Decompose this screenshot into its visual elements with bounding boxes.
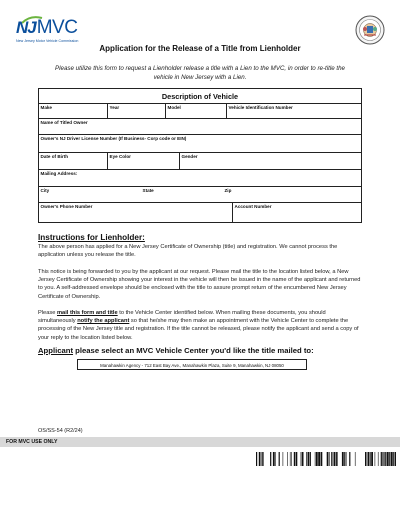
logo-mvc: MVC: [36, 17, 78, 38]
vehicle-center-select[interactable]: Manahawkin Agency - 712 East Bay Ave., Manahawkin Plaza, Suite 9, Manahawkin, NJ 08050: [77, 359, 307, 370]
state-field[interactable]: State: [142, 188, 154, 193]
select-center-label: [38, 346, 314, 355]
vin-field[interactable]: Vehicle Identification Number: [226, 104, 361, 118]
barcode-icon: [256, 452, 396, 466]
vehicle-row-phone: [39, 203, 361, 222]
p3-part-c: to the Vehicle Center identified below. When mailing these documents, you should simultaneously: [38, 310, 326, 325]
p3-part-e: so that he/she may then make an appointment with the Vehicle Center to complete the processing of the New Jersey title and registration. If the title cannot be released, please notify the applicant and send a copy of your reply to the location listed below.: [38, 318, 359, 341]
applicant-label: Applicant: [38, 346, 74, 355]
form-code: OS/SS-54 (R2/24): [38, 428, 83, 434]
zip-field[interactable]: Zip: [224, 188, 232, 193]
notify-applicant-emphasis: notify the applicant: [77, 318, 130, 325]
state-seal-icon: [355, 15, 385, 45]
instructions-paragraph-2: This notice is being forwarded to you by the applicant at our request. Please mail the title to the location listed below, a New Jersey Certificate of Ownership showing your interest in the vehicle will then be issued in the name of the applicant and returned to you. A self-addressed envelope should be enclosed with the title to assure prompt return of the encumbered New Jersey Certificate of Ownership.: [38, 269, 361, 300]
mailing-address-field[interactable]: Mailing Address:: [40, 171, 78, 176]
model-field[interactable]: Model: [165, 104, 226, 118]
vehicle-table-heading: Description of Vehicle: [39, 89, 361, 104]
titled-owner-field[interactable]: Name of Titled Owner: [40, 120, 88, 125]
vehicle-row-license: [39, 135, 361, 153]
logo-nj: NJ: [16, 18, 36, 37]
instructions-paragraph-1: The above person has applied for a New Jersey Certificate of Ownership (title) and registration. We cannot process the application unless you release the title.: [38, 244, 338, 259]
select-center-text: please select an MVC Vehicle Center you'd like the title mailed to:: [73, 346, 314, 355]
city-field[interactable]: City: [40, 188, 50, 193]
eye-color-field[interactable]: Eye Color: [107, 153, 179, 169]
vehicle-row-make: [39, 104, 361, 119]
gender-field[interactable]: Gender: [179, 153, 361, 169]
vehicle-row-city: [39, 187, 361, 203]
vehicle-row-dob: [39, 153, 361, 170]
account-number-field[interactable]: Account Number: [232, 203, 361, 222]
vehicle-description-table: [38, 88, 362, 223]
vehicle-row-owner: [39, 119, 361, 135]
logo-subtitle: New Jersey Motor Vehicle Commission: [16, 39, 79, 43]
p3-part-a: Please: [38, 310, 57, 316]
dob-field[interactable]: Date of Birth: [40, 154, 69, 159]
mail-form-emphasis: mail this form and title: [56, 310, 118, 316]
vehicle-row-address: [39, 170, 361, 187]
intro-line-2: vehicle in New Jersey with a Lien.: [153, 74, 247, 81]
instructions-title: Instructions for Lienholder:: [38, 233, 145, 242]
instructions-paragraph-3: [38, 309, 362, 342]
intro-text: [40, 64, 360, 82]
make-field[interactable]: Make: [40, 105, 52, 110]
intro-line-1: Please utilize this form to request a Lienholder release a title with a Lien to the MVC, in order to re-title the: [55, 65, 345, 72]
page-title: Application for the Release of a Title from Lienholder: [99, 44, 301, 53]
license-field[interactable]: Owner's NJ Driver License Number (If Business- Corp code or EIN): [40, 136, 187, 141]
year-field[interactable]: Year: [107, 104, 165, 118]
mvc-use-only-bar: FOR MVC USE ONLY: [0, 437, 400, 447]
phone-field[interactable]: Owner's Phone Number: [40, 204, 93, 209]
